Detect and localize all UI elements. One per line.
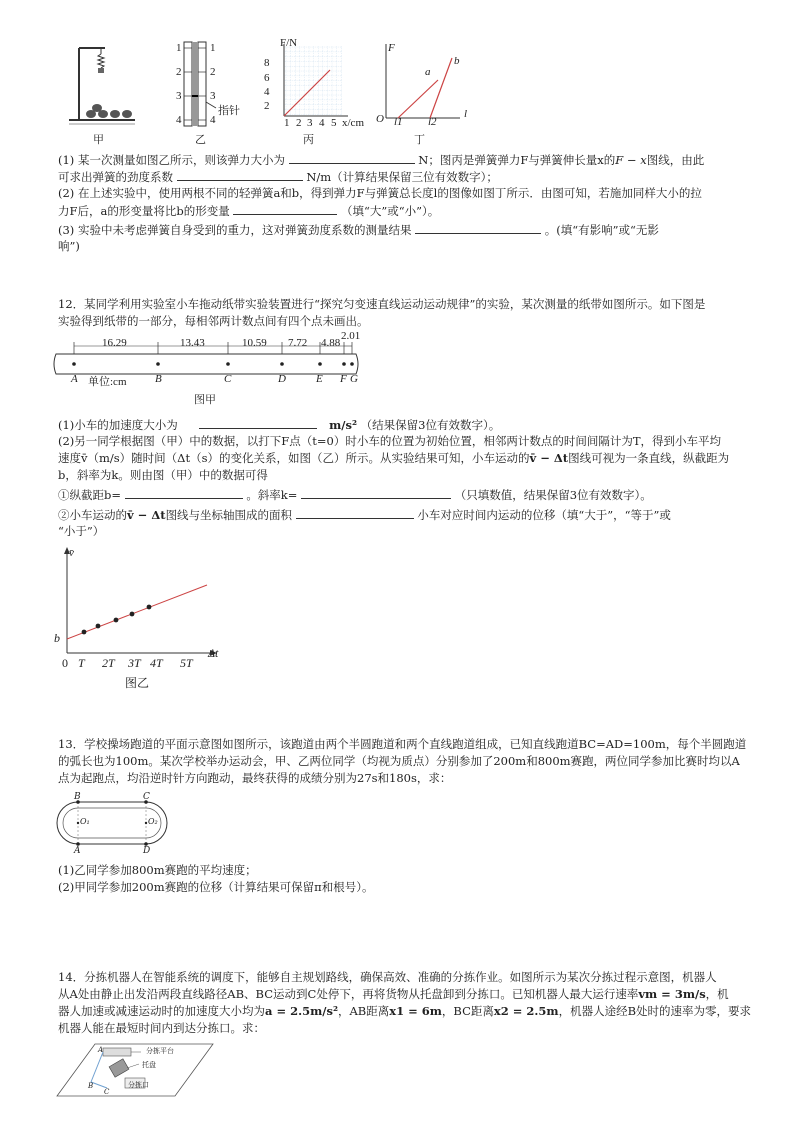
ding-l1: l1: [394, 116, 403, 128]
ding-ylabel: F: [388, 42, 395, 54]
q14-stem-line4: 机器人能在最短时间内到达分拣口。求：: [58, 1021, 265, 1035]
ruler-left-2: 2: [176, 66, 182, 78]
bing-xtick-5: 5: [331, 117, 337, 129]
graph-data-points: [82, 605, 152, 635]
tape-segment-FG: 2.01: [341, 330, 361, 342]
q11-part1-line2: 可求出弹簧的劲度系数 N/m（计算结果保留三位有效数字）；: [58, 170, 498, 184]
sorting-robot-figure: [55, 1040, 215, 1100]
bing-ylabel: F/N: [280, 37, 298, 49]
ruler-left-1: 1: [176, 42, 182, 54]
tape-point-G: G: [350, 373, 358, 385]
q12-part2-answers: ①纵截距b= 。斜率k= （只填数值，结果保留3位有效数字）。: [58, 488, 652, 502]
bing-ytick-2: 2: [264, 100, 270, 112]
fig-label-platform: 分拣平台: [146, 1047, 174, 1055]
graph-xtick-2T: 2T: [102, 656, 115, 670]
bing-xtick-3: 3: [307, 117, 313, 129]
ruler-right-3: 3: [210, 90, 216, 102]
ruler-right-4: 4: [210, 114, 216, 126]
tape-unit: 单位:cm: [88, 376, 127, 388]
bing-xtick-2: 2: [296, 117, 302, 129]
bing-xtick-4: 4: [319, 117, 325, 129]
q12-part2-line2: 速度v̄（m/s）随时间（Δt（s）的变化关系，如图（乙）所示。从实验结果可知，小车运动的v̄ − Δt图线可视为一条直线，纵截距为: [58, 451, 730, 465]
graph-xtick-T: T: [78, 656, 85, 670]
track-label-O1: O₁: [80, 817, 90, 826]
fig-label-outlet: 分拣口: [128, 1081, 149, 1089]
figure-v-dt-graph: [55, 545, 225, 665]
answer-blank-force[interactable]: [289, 151, 415, 164]
tape-segment-EF: 4.88: [321, 337, 341, 349]
ding-l2: l2: [428, 116, 437, 128]
answer-blank-deformation[interactable]: [233, 202, 337, 215]
bing-ytick-6: 6: [264, 72, 270, 84]
q11-part2-line1: (2) 在上述实验中，使用两根不同的轻弹簧a和b，得到弹力F与弹簧总长度l的图像如图丁所示．由图可知，若施加同样大小的拉: [58, 186, 702, 200]
tape-segment-BC: 13.43: [180, 337, 205, 349]
q12-part1: (1)小车的加速度大小为 m/s² （结果保留3位有效数字）。: [58, 418, 501, 432]
q13-stem-line3: 点为起跑点，均沿逆时针方向跑动，最终获得的成绩分别为27s和180s，求：: [58, 771, 452, 785]
q12-part2-line3: b，斜率为k。则由图（甲）中的数据可得: [58, 468, 268, 482]
tape-point-F: F: [340, 373, 347, 385]
ding-line-a: a: [425, 66, 431, 78]
q11-part3-line2: 响”): [58, 239, 80, 253]
track-label-C: C: [143, 792, 150, 802]
q12-part3-line2: “小于”）: [58, 524, 105, 538]
q12-part3-line1: ②小车运动的v̄ − Δt图线与坐标轴围成的面积 小车对应时间内运动的位移（填“大于”，“等于”或: [58, 508, 671, 522]
fig-label-C: C: [104, 1088, 110, 1096]
graph-xtick-4T: 4T: [150, 656, 163, 670]
fig-label-B: B: [88, 1082, 94, 1090]
answer-blank-slope[interactable]: [301, 486, 451, 499]
graph-ylabel: v̄: [69, 547, 74, 559]
figure-ding-graph: [372, 40, 472, 125]
caption-bing: 丙: [303, 134, 314, 146]
q11-part2-line2: 力F后，a的形变量将比b的形变量 （填“大”或“小”）。: [58, 204, 440, 218]
q12-stem-line2: 实验得到纸带的一部分，每相邻两计数点间有四个点未画出。: [58, 314, 369, 328]
bing-ytick-8: 8: [264, 57, 270, 69]
ruler-left-4: 4: [176, 114, 182, 126]
graph-xlabel: Δt: [208, 646, 219, 660]
ding-line-b: b: [454, 55, 460, 67]
fig-label-A: A: [98, 1046, 104, 1054]
graph-xtick-5T: 5T: [180, 656, 193, 670]
track-label-A: A: [74, 846, 81, 856]
ruler-right-2: 2: [210, 66, 216, 78]
answer-blank-area-compare[interactable]: [296, 506, 414, 519]
figure-bing-graph: [272, 42, 352, 124]
track-label-O2: O₂: [148, 817, 158, 826]
pointer-label: 指针: [218, 105, 240, 117]
fig-label-tray: 托盘: [142, 1061, 156, 1069]
tape-point-B: B: [155, 373, 162, 385]
q14-stem-line1: 14．分拣机器人在智能系统的调度下，能够自主规划路线，确保高效、准确的分拣作业。如图所示为某次分拣过程示意图，机器人: [58, 970, 717, 984]
answer-blank-stiffness[interactable]: [177, 168, 303, 181]
q12-stem-line1: 12．某同学利用实验室小车拖动纸带实验装置进行“探究匀变速直线运动运动规律”的实验，某次测量的纸带如图所示。如下图是: [58, 297, 706, 311]
q13-stem-line1: 13．学校操场跑道的平面示意图如图所示，该跑道由两个半圆跑道和两个直线跑道组成，已知直线跑道BC=AD=100m，每个半圆跑道: [58, 737, 747, 751]
caption-ding: 丁: [414, 134, 425, 146]
graph-xtick-3T: 3T: [128, 656, 141, 670]
caption-yi: 乙: [195, 134, 206, 146]
graph-xtick-0: 0: [62, 656, 68, 670]
ruler-left-3: 3: [176, 90, 182, 102]
ding-origin: O: [376, 113, 384, 125]
bing-xtick-1: 1: [284, 117, 290, 129]
figure-jia-spring-stand: [65, 40, 140, 130]
q14-stem-line3: 器人加速或减速运动时的加速度大小均为a = 2.5m/s²，AB距离x1 = 6m，BC距离x2 = 2.5m，机器人途经B处时的速率为零，要求: [58, 1004, 752, 1018]
tape-point-E: E: [316, 373, 323, 385]
tape-point-D: D: [278, 373, 286, 385]
q14-stem-line2: 从A处由静止出发沿两段直线路径AB、BC运动到C处停下，再将货物从托盘卸到分拣口。已知机器人最大运行速率vm = 3m/s，机: [58, 987, 729, 1001]
tape-point-C: C: [224, 373, 232, 385]
track-label-B: B: [74, 792, 81, 802]
track-label-D: D: [143, 846, 151, 856]
answer-blank-effect[interactable]: [415, 221, 541, 234]
caption-jia: 甲: [93, 134, 104, 146]
graph-caption: 图乙: [125, 676, 150, 690]
q13-question1: (1)乙同学参加800m赛跑的平均速度；: [58, 863, 257, 877]
answer-blank-intercept[interactable]: [125, 486, 243, 499]
ding-xlabel: l: [464, 108, 468, 120]
q11-part1-line1: (1) 某一次测量如图乙所示，则该弹力大小为 N；图丙是弹簧弹力F与弹簧伸长量x的F − x图线，由此: [58, 153, 705, 167]
bing-xlabel: x/cm: [342, 117, 364, 129]
tape-point-A: A: [71, 373, 78, 385]
q13-stem-line2: 的弧长也为100m。某次学校举办运动会，甲、乙两位同学（均视为质点）分别参加了200m和800m赛跑，两位同学参加比赛时均以A: [58, 754, 740, 768]
q12-part2-line1: (2)另一同学根据图（甲）中的数据，以打下F点（t=0）时小车的位置为初始位置，相邻两计数点的时间间隔计为T，得到小车平均: [58, 434, 722, 448]
q11-part3-line1: (3) 实验中未考虑弹簧自身受到的重力，这对弹簧劲度系数的测量结果 。(填“有影响”或“无影: [58, 223, 659, 237]
ruler-right-1: 1: [210, 42, 216, 54]
tape-caption: 图甲: [194, 394, 216, 406]
bing-ytick-4: 4: [264, 86, 270, 98]
q13-question2: (2)甲同学参加200m赛跑的位移（计算结果可保留π和根号）。: [58, 880, 374, 894]
tape-segment-CD: 10.59: [242, 337, 267, 349]
tape-segment-DE: 7.72: [288, 337, 308, 349]
graph-intercept-label: b: [54, 631, 60, 645]
answer-blank-acceleration[interactable]: [199, 416, 317, 429]
tape-segment-AB: 16.29: [102, 337, 127, 349]
